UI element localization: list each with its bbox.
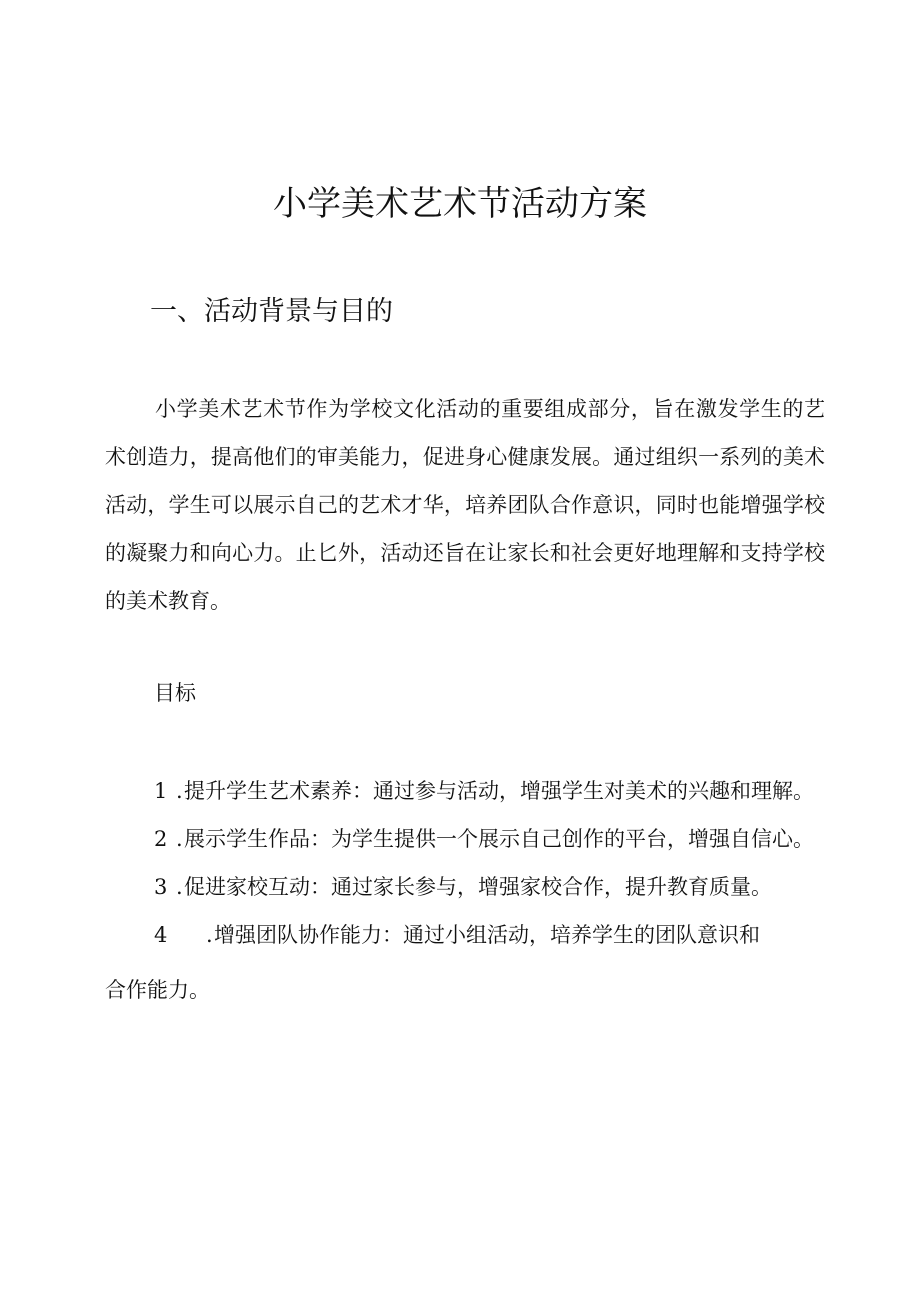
goal-text: 促进家校互动：通过家长参与，增强家校合作，提升教育质量。 [184, 875, 772, 899]
goal-continuation: 合作能力。 [105, 978, 210, 1002]
background-paragraph: 小学美术艺术节作为学校文化活动的重要组成部分，旨在激发学生的艺术创造力，提高他们的审美能力，促进身心健康发展。通过组织一系列的美术活动，学生可以展示自己的艺术才华，培养团队合作意识，同时也能增强学校的凝聚力和向心力。止匕外，活动还旨在让家长和社会更好地理解和支持学校的美术教育。 [105, 397, 825, 613]
goal-item [154, 867, 772, 907]
goal-separator: . [206, 923, 213, 947]
goal-item [154, 915, 760, 955]
section-heading: 一、活动背景与目的 [150, 296, 393, 327]
goal-number: 4 [154, 923, 168, 947]
goal-text: 增强团队协作能力：通过小组活动，培养学生的团队意识和 [214, 923, 760, 947]
document-title: 小学美术艺术节活动方案 [273, 184, 647, 224]
goal-number: 1 [154, 779, 168, 803]
goal-number: 3 [154, 875, 168, 899]
goal-separator: . [176, 827, 183, 851]
goal-text: 提升学生艺术素养：通过参与活动，增强学生对美术的兴趣和理解。 [184, 779, 814, 803]
goal-number: 2 [154, 827, 168, 851]
goal-item [154, 819, 814, 859]
goals-label: 目标 [154, 681, 196, 705]
goal-separator: . [176, 779, 183, 803]
goal-item [154, 771, 814, 811]
goal-separator: . [176, 875, 183, 899]
goal-text: 展示学生作品：为学生提供一个展示自己创作的平台，增强自信心。 [184, 827, 814, 851]
